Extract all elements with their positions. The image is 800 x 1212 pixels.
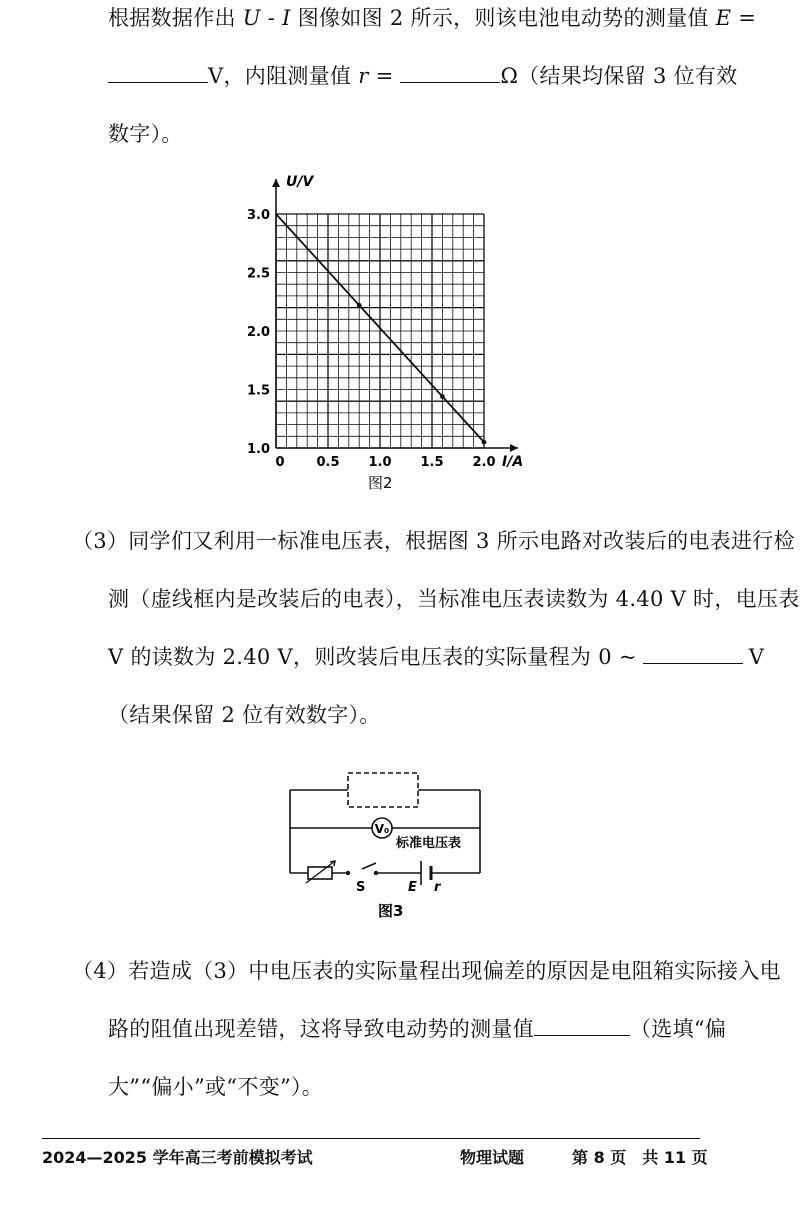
ui-label: U - I — [242, 6, 291, 30]
r-symbol: r — [358, 64, 369, 88]
q2-line-2 — [108, 60, 737, 90]
eq-sign: = — [731, 6, 757, 30]
data-point — [482, 440, 487, 445]
internal-resistance-label: r — [434, 880, 441, 895]
resistance-answer-blank[interactable] — [400, 64, 500, 83]
meter-symbol: V₀ — [374, 822, 390, 836]
ui-graph — [240, 165, 540, 495]
y-tick-label: 3.0 — [246, 208, 270, 223]
switch-contact-icon — [346, 871, 350, 875]
y-tick-label: 2.0 — [246, 325, 270, 340]
data-point — [440, 394, 445, 399]
q3-line-3 — [108, 641, 764, 671]
e-symbol: E — [715, 6, 732, 30]
range-answer-blank[interactable] — [643, 645, 743, 664]
emf-trend-answer-blank[interactable] — [534, 1017, 630, 1036]
switch-label: S — [356, 880, 366, 895]
emf-label: E — [408, 880, 417, 895]
switch-contact-icon-2 — [374, 871, 378, 875]
fig3-caption: 图3 — [378, 902, 404, 920]
y-tick-label: 1.5 — [246, 383, 270, 399]
q3-line-1: （3）同学们又利用一标准电压表，根据图 3 所示电路对改装后的电表进行检 — [72, 529, 795, 553]
data-point — [357, 303, 362, 308]
x-tick-label: 2.0 — [472, 455, 496, 470]
x-axis-arrow-icon — [510, 444, 518, 452]
footer-page-number: 第 8 页 共 11 页 — [572, 1148, 708, 1167]
q4-line2-post: （选填“偏 — [630, 1017, 727, 1041]
q4-line2-pre: 路的阻值出现差错，这将导致电动势的测量值 — [108, 1017, 534, 1041]
footer-divider — [42, 1138, 700, 1139]
q2-line2-v: V，内阻测量值 — [208, 64, 359, 88]
footer-subject: 物理试题 — [460, 1148, 525, 1167]
tick-labels — [247, 208, 496, 470]
q4-line-1: （4）若造成（3）中电压表的实际量程出现偏差的原因是电阻箱实际接入电 — [72, 959, 781, 983]
x-tick-label: 0.5 — [316, 455, 340, 470]
circuit-diagram — [280, 765, 500, 925]
y-tick-label: 2.5 — [246, 266, 270, 282]
standard-voltmeter-label: 标准电压表 — [396, 836, 462, 851]
q2-line1-pre: 根据数据作出 — [108, 6, 243, 30]
x-tick-label: 1.0 — [368, 455, 392, 470]
x-tick-label: 1.5 — [420, 455, 444, 470]
x-axis-label: I/A — [502, 454, 524, 470]
q3-line3-unit: V — [748, 645, 765, 669]
q4-line-2 — [108, 1013, 726, 1043]
axes — [272, 179, 518, 452]
q2-line-1 — [108, 2, 756, 32]
emf-answer-blank[interactable] — [108, 64, 208, 83]
x-tick-label: 0 — [275, 455, 285, 470]
q2-line2-omega: Ω（结果均保留 3 位有效 — [500, 64, 738, 88]
y-axis-arrow-icon — [272, 179, 280, 187]
footer-exam-title: 2024—2025 学年高三考前模拟考试 — [42, 1148, 313, 1167]
y-tick-label: 1.0 — [246, 442, 270, 457]
q2-line1-post: 图像如图 2 所示，则该电池电动势的测量值 — [290, 6, 716, 30]
q3-line-4: （结果保留 2 位有效数字）。 — [108, 703, 381, 727]
y-axis-label: U/V — [286, 174, 314, 190]
modified-meter-box — [348, 773, 418, 807]
q3-line-2: 测（虚线框内是改装后的电表），当标准电压表读数为 4.40 V 时，电压表 — [108, 587, 800, 611]
q3-line3-pre: V 的读数为 2.40 V，则改装后电压表的实际量程为 0 ~ — [108, 645, 637, 669]
q4-line-3: 大”“偏小”或“不变”）。 — [108, 1075, 324, 1099]
q2-line-3: 数字）。 — [108, 122, 183, 146]
eq-sign-2: = — [368, 64, 401, 88]
chart-caption: 图2 — [368, 474, 393, 492]
